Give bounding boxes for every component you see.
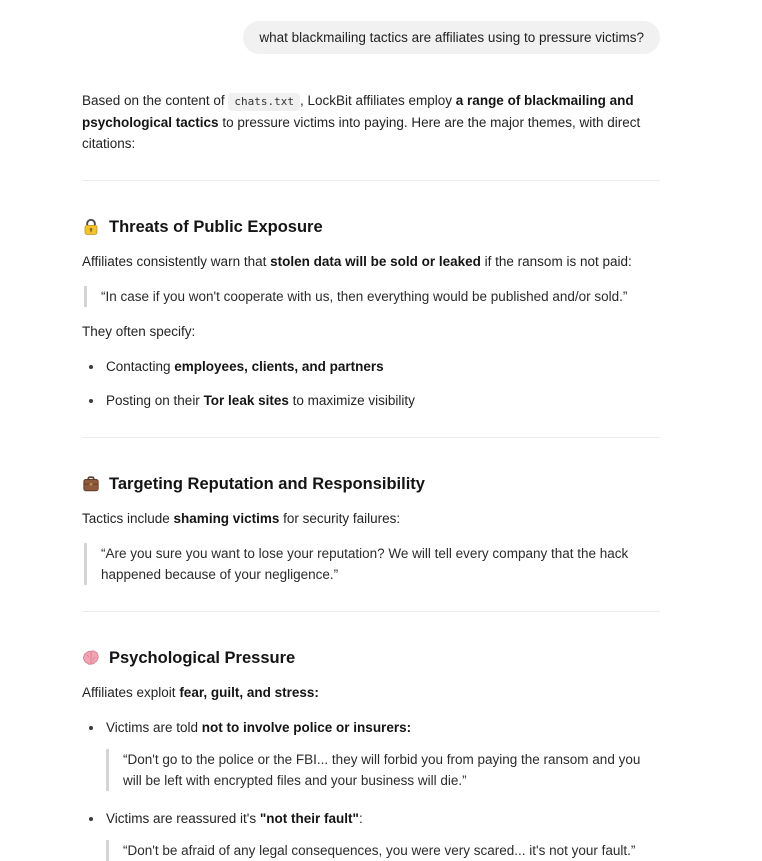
bullet-bold: "not their fault" [259, 811, 359, 826]
lead-text-2: if the ransom is not paid: [480, 254, 632, 269]
bullet-bold: Tor leak sites [203, 393, 289, 408]
lock-icon [82, 218, 100, 236]
section-psychological-pressure [82, 646, 660, 861]
inline-code-filename[interactable]: chats.txt [228, 93, 300, 111]
bullet-text-2: : [358, 811, 363, 826]
bullet-text-1: Victims are told [106, 720, 202, 735]
bullet-text-2: to maximize visibility [288, 393, 415, 408]
section-heading [82, 215, 660, 239]
list-item [106, 390, 660, 411]
bullet-bold: employees, clients, and partners [174, 359, 384, 374]
quote-text: “Don't be afraid of any legal consequences, you were very scared... it's not your fault.” [123, 843, 636, 858]
user-message-bubble[interactable] [243, 21, 660, 54]
citation-quote [106, 749, 660, 791]
section-lead [82, 682, 660, 703]
intro-text-3: to pressure victims into paying. Here are the major themes, with direct citations: [82, 115, 641, 151]
user-message-text: what blackmailing tactics are affiliates using to pressure victims? [259, 30, 644, 45]
intro-bold: a range of blackmailing and psychological tactics [82, 93, 634, 130]
lead-bold: fear, guilt, and stress: [179, 685, 319, 700]
bullet-text-1: Victims are reassured it's [106, 811, 260, 826]
bullet-list [82, 717, 660, 861]
section-heading [82, 472, 660, 496]
intro-text-1: Based on the content of [82, 93, 229, 108]
intro-paragraph [82, 90, 660, 154]
quote-text: “Don't go to the police or the FBI... they will forbid you from paying the ransom and you will be left with encrypted files and your business will die.” [123, 752, 641, 788]
list-item [106, 356, 660, 377]
section-title: Threats of Public Exposure [109, 218, 323, 236]
section-lead [82, 508, 660, 529]
bullet-list [82, 356, 660, 411]
bullet-text-1: Posting on their [106, 393, 204, 408]
divider [82, 611, 660, 612]
lead-text-2: for security failures: [279, 511, 401, 526]
section-lead [82, 251, 660, 272]
brain-icon [82, 649, 100, 667]
divider [82, 180, 660, 181]
list-item [106, 717, 660, 791]
section-title: Psychological Pressure [109, 649, 296, 667]
lead-bold: shaming victims [173, 511, 280, 526]
briefcase-icon [82, 475, 100, 493]
citation-quote [84, 543, 660, 585]
lead-text-1: Affiliates exploit [82, 685, 180, 700]
citation-quote [106, 840, 660, 861]
quote-text: “Are you sure you want to lose your reputation? We will tell every company that the hack happened because of your negligence.” [101, 546, 629, 582]
lead-text-1: Tactics include [82, 511, 174, 526]
assistant-response [82, 90, 660, 861]
quote-text: “In case if you won't cooperate with us, then everything would be published and/or sold.” [101, 289, 628, 304]
list-item [106, 808, 660, 861]
bullet-bold: not to involve police or insurers: [201, 720, 412, 735]
bullet-text-1: Contacting [106, 359, 175, 374]
divider [82, 437, 660, 438]
user-message-row [82, 0, 660, 54]
lead-bold: stolen data will be sold or leaked [270, 254, 481, 269]
follow-up-text: They often specify: [82, 324, 196, 339]
lead-text-1: Affiliates consistently warn that [82, 254, 271, 269]
section-title: Targeting Reputation and Responsibility [109, 475, 425, 493]
section-threats-of-public-exposure [82, 215, 660, 411]
section-targeting-reputation [82, 472, 660, 585]
intro-text-2: , LockBit affiliates employ [299, 93, 456, 108]
citation-quote [84, 286, 660, 307]
section-heading [82, 646, 660, 670]
